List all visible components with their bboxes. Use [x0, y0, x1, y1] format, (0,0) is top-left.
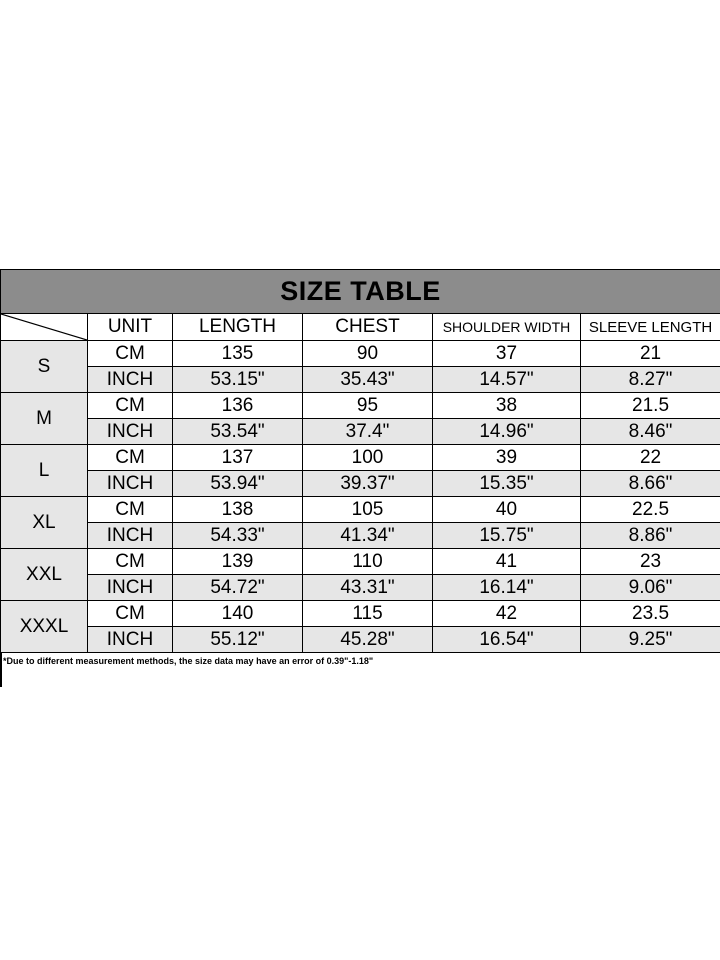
value-cell: 42 [433, 601, 581, 627]
value-cell: 41 [433, 549, 581, 575]
value-cell: 100 [303, 445, 433, 471]
table-row-inch [1, 419, 720, 445]
value-cell: 115 [303, 601, 433, 627]
value-cell: 21.5 [581, 393, 720, 419]
table-row-cm [1, 341, 720, 367]
value-cell: 137 [173, 445, 303, 471]
value-cell: 110 [303, 549, 433, 575]
value-cell: 53.15" [173, 367, 303, 393]
unit-cell: INCH [88, 575, 173, 601]
value-cell: 21 [581, 341, 720, 367]
column-header-unit: UNIT [88, 314, 173, 341]
table-row-cm [1, 549, 720, 575]
unit-cell: CM [88, 497, 173, 523]
value-cell: 90 [303, 341, 433, 367]
value-cell: 35.43" [303, 367, 433, 393]
value-cell: 105 [303, 497, 433, 523]
column-header-chest: CHEST [303, 314, 433, 341]
unit-cell: CM [88, 341, 173, 367]
value-cell: 8.27" [581, 367, 720, 393]
size-label: XL [1, 497, 88, 549]
value-cell: 15.35" [433, 471, 581, 497]
value-cell: 41.34" [303, 523, 433, 549]
measurement-note: *Due to different measurement methods, the size data may have an error of 0.39"-1.18" [3, 656, 374, 666]
table-row-cm [1, 445, 720, 471]
unit-cell: INCH [88, 627, 173, 653]
corner-diagonal-cell [1, 314, 88, 341]
header-row [1, 314, 720, 341]
value-cell: 14.96" [433, 419, 581, 445]
value-cell: 15.75" [433, 523, 581, 549]
column-header-sleeve-length: SLEEVE LENGTH [581, 314, 720, 341]
value-cell: 22 [581, 445, 720, 471]
value-cell: 95 [303, 393, 433, 419]
value-cell: 40 [433, 497, 581, 523]
value-cell: 55.12" [173, 627, 303, 653]
size-table [0, 269, 720, 653]
value-cell: 45.28" [303, 627, 433, 653]
unit-cell: INCH [88, 471, 173, 497]
value-cell: 14.57" [433, 367, 581, 393]
unit-cell: INCH [88, 367, 173, 393]
value-cell: 16.54" [433, 627, 581, 653]
table-row-cm [1, 497, 720, 523]
value-cell: 135 [173, 341, 303, 367]
size-table-container [0, 269, 720, 666]
value-cell: 16.14" [433, 575, 581, 601]
unit-cell: CM [88, 445, 173, 471]
size-label: M [1, 393, 88, 445]
table-row-inch [1, 523, 720, 549]
value-cell: 9.06" [581, 575, 720, 601]
value-cell: 23.5 [581, 601, 720, 627]
unit-cell: INCH [88, 419, 173, 445]
diagonal-line-icon [1, 314, 87, 340]
value-cell: 8.46" [581, 419, 720, 445]
value-cell: 37 [433, 341, 581, 367]
value-cell: 54.72" [173, 575, 303, 601]
value-cell: 8.66" [581, 471, 720, 497]
value-cell: 39.37" [303, 471, 433, 497]
value-cell: 139 [173, 549, 303, 575]
value-cell: 39 [433, 445, 581, 471]
value-cell: 8.86" [581, 523, 720, 549]
size-label: XXXL [1, 601, 88, 653]
unit-cell: CM [88, 393, 173, 419]
table-row-inch [1, 575, 720, 601]
value-cell: 53.94" [173, 471, 303, 497]
value-cell: 54.33" [173, 523, 303, 549]
size-label: XXL [1, 549, 88, 601]
size-label: L [1, 445, 88, 497]
table-row-inch [1, 627, 720, 653]
value-cell: 136 [173, 393, 303, 419]
table-row-cm [1, 393, 720, 419]
table-title: SIZE TABLE [1, 270, 720, 314]
value-cell: 43.31" [303, 575, 433, 601]
table-row-inch [1, 367, 720, 393]
value-cell: 138 [173, 497, 303, 523]
value-cell: 53.54" [173, 419, 303, 445]
value-cell: 22.5 [581, 497, 720, 523]
table-row-cm [1, 601, 720, 627]
unit-cell: CM [88, 601, 173, 627]
column-header-length: LENGTH [173, 314, 303, 341]
value-cell: 140 [173, 601, 303, 627]
column-header-shoulder-width: SHOULDER WIDTH [433, 314, 581, 341]
unit-cell: CM [88, 549, 173, 575]
value-cell: 37.4" [303, 419, 433, 445]
value-cell: 38 [433, 393, 581, 419]
table-row-inch [1, 471, 720, 497]
value-cell: 23 [581, 549, 720, 575]
size-label: S [1, 341, 88, 393]
value-cell: 9.25" [581, 627, 720, 653]
unit-cell: INCH [88, 523, 173, 549]
